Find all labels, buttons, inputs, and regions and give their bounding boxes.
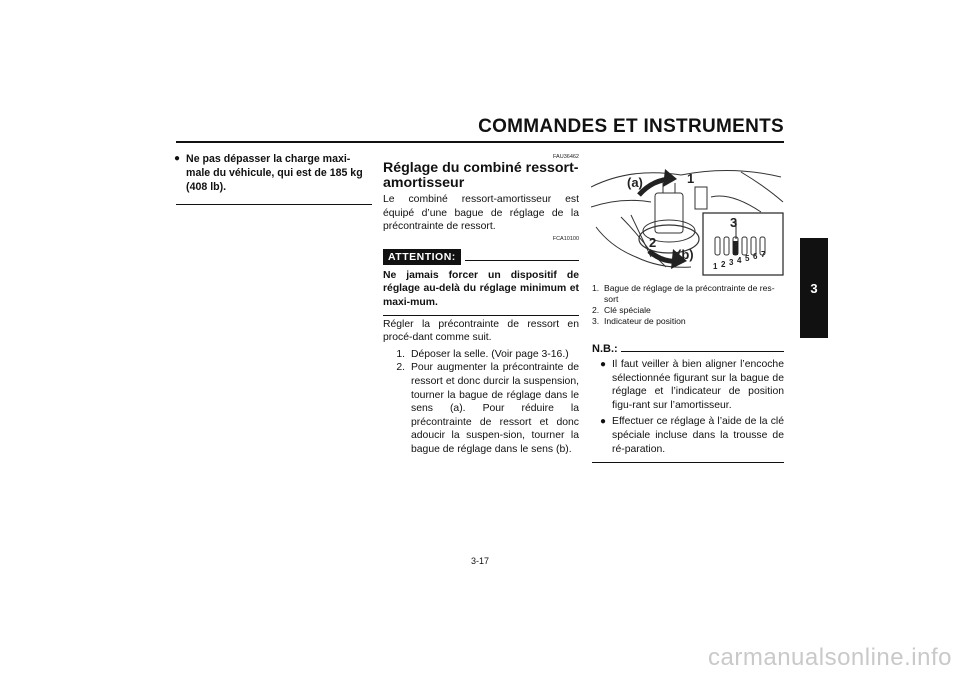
scale-number: 3 <box>729 258 734 267</box>
caption-number: 3. <box>592 316 600 326</box>
attention-badge: ATTENTION: <box>383 249 461 265</box>
step-item <box>383 361 579 456</box>
caption-number: 2. <box>592 305 600 315</box>
figure-label-2: 2 <box>649 235 657 250</box>
note-bullet <box>592 358 784 412</box>
note-header <box>592 343 784 355</box>
scale-number: 4 <box>737 256 742 265</box>
note-block <box>592 343 784 463</box>
header-rule <box>176 141 784 143</box>
bullet-icon: ● <box>174 153 181 164</box>
figure-label-a: (a) <box>627 175 643 190</box>
figure-captions <box>592 283 784 327</box>
caption-text: Bague de réglage de la précontrainte de res-sort <box>604 283 775 304</box>
shock-absorber-illustration <box>591 157 784 277</box>
scale-number: 7 <box>761 250 766 259</box>
warning-end-rule <box>176 204 372 205</box>
section-code: FAU36462 <box>553 154 579 160</box>
warning-bullet <box>174 152 372 194</box>
figure-label-b: (b) <box>677 247 694 262</box>
note-bullet <box>592 415 784 456</box>
load-warning <box>174 152 372 194</box>
caption-number: 1. <box>592 283 600 293</box>
scale-number: 6 <box>753 252 758 261</box>
chapter-tab: 3 <box>800 238 828 338</box>
figure-label-1: 1 <box>687 171 695 186</box>
attention-end-rule <box>383 315 579 316</box>
attention-text: Ne jamais forcer un dispositif de réglage au-delà du réglage minimum et maxi-mum. <box>383 269 579 308</box>
section-shock-adjustment <box>383 154 579 457</box>
warning-text: Ne pas dépasser la charge maxi-male du véhicule, qui est de 185 kg (408 lb). <box>186 153 363 193</box>
scale-number: 1 <box>713 262 718 271</box>
attention-code: FCA10100 <box>552 235 579 242</box>
note-text: Effectuer ce réglage à l’aide de la clé spéciale incluse dans la trousse de ré-paration. <box>612 416 784 455</box>
attention-rule <box>465 260 579 261</box>
caption-item <box>592 316 784 327</box>
caption-item <box>592 283 784 305</box>
page-number: 3-17 <box>470 556 489 566</box>
caption-item <box>592 305 784 316</box>
procedure-intro: Régler la précontrainte de ressort en procé-dant comme suit. <box>383 318 579 344</box>
note-rule <box>621 351 784 352</box>
note-label: N.B.: <box>592 343 618 355</box>
step-text: Pour augmenter la précontrainte de ressort et donc durcir la suspension, tourner la bague de réglage dans le sens (a). Pour réduire la précontrainte de ressort et donc adoucir la suspen-sion, tourner la bague de réglage dans le sens (b). <box>411 362 579 455</box>
caption-text: Indicateur de position <box>604 316 686 326</box>
scale-number: 2 <box>721 260 726 269</box>
bullet-icon: ● <box>600 416 607 428</box>
scale-number: 5 <box>745 254 750 263</box>
procedure-steps <box>383 348 579 457</box>
watermark: carmanualsonline.info <box>708 644 952 671</box>
page-header-title: COMMANDES ET INSTRUMENTS <box>478 116 784 137</box>
shock-absorber-figure <box>591 157 784 277</box>
step-item <box>383 348 579 362</box>
bullet-icon: ● <box>600 359 607 370</box>
note-end-rule <box>592 462 784 463</box>
caption-text: Clé spéciale <box>604 305 651 315</box>
note-text: Il faut veiller à bien aligner l’encoche sélectionnée figurant sur la bague de réglage et l’indicateur de position figu-rant sur l’amortisseur. <box>612 359 784 411</box>
step-text: Déposer la selle. (Voir page 3-16.) <box>411 348 569 360</box>
attention-header <box>383 249 579 265</box>
figure-label-3: 3 <box>730 215 738 230</box>
step-number: 1. <box>396 348 405 360</box>
step-number: 2. <box>396 362 405 374</box>
section-title: Réglage du combiné ressort-amortisseur <box>383 160 579 191</box>
section-intro: Le combiné ressort-amortisseur est équipé d’une bague de réglage de la précontrainte de ressort. <box>383 194 579 233</box>
